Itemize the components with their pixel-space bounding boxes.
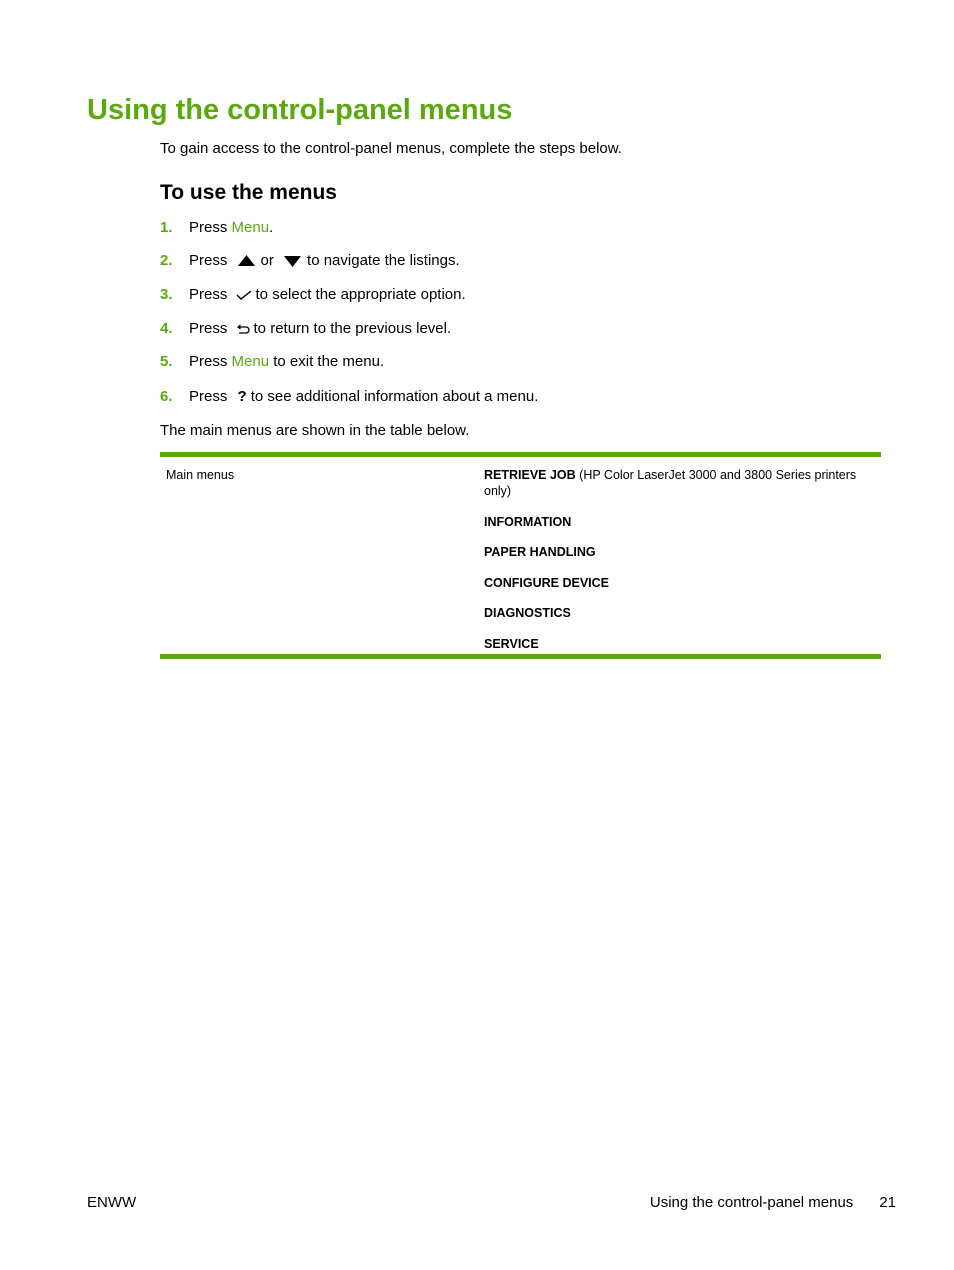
step-text: or (260, 252, 274, 269)
page-title: Using the control-panel menus (87, 94, 513, 126)
menu-item-paper-handling: PAPER HANDLING (484, 545, 596, 559)
step-number: 2. (160, 252, 173, 269)
step-text: Press (189, 219, 232, 236)
menu-button-label: Menu (231, 353, 270, 370)
step-text: to exit the menu. (269, 353, 385, 370)
page-number: 21 (879, 1194, 896, 1211)
menu-item-diagnostics: DIAGNOSTICS (484, 606, 571, 620)
intro-text: To gain access to the control-panel menus, complete the steps below. (160, 140, 622, 157)
step-number: 3. (160, 286, 173, 303)
footer-right (650, 1193, 896, 1213)
back-arrow-icon (236, 323, 250, 336)
footer-left: ENWW (87, 1194, 137, 1211)
table-label: Main menus (166, 468, 235, 482)
step-number: 1. (160, 219, 173, 236)
step-text: Press (189, 353, 232, 370)
step-text: . (269, 219, 274, 236)
step-number: 6. (160, 388, 173, 405)
step-number: 4. (160, 320, 173, 337)
table-intro-text: The main menus are shown in the table below. (160, 422, 470, 439)
step-text: to see additional information about a menu. (250, 388, 539, 405)
step-text: to return to the previous level. (253, 320, 452, 337)
step-text: Press (189, 388, 228, 405)
help-icon: ? (237, 388, 247, 405)
step-text: Press (189, 320, 228, 337)
menu-button-label: Menu (231, 219, 270, 236)
menu-item-service: SERVICE (484, 636, 539, 651)
menu-item-information: INFORMATION (484, 514, 572, 529)
step-text: Press (189, 252, 228, 269)
down-arrow-icon (283, 254, 302, 268)
step-text: to select the appropriate option. (255, 286, 466, 303)
up-arrow-icon (237, 254, 256, 268)
checkmark-icon (236, 289, 252, 301)
main-menus-table (160, 452, 881, 659)
step-number: 5. (160, 353, 173, 370)
menu-list (484, 467, 876, 666)
step-text: Press (189, 286, 228, 303)
menu-item-retrieve-job: RETRIEVE JOB (HP Color LaserJet 3000 and 3800 Series printers only) (484, 468, 857, 498)
section-title: To use the menus (160, 181, 337, 204)
footer-title: Using the control-panel menus (649, 1194, 854, 1211)
step-text: to navigate the listings. (307, 252, 460, 269)
menu-item-configure-device: CONFIGURE DEVICE (484, 575, 610, 590)
